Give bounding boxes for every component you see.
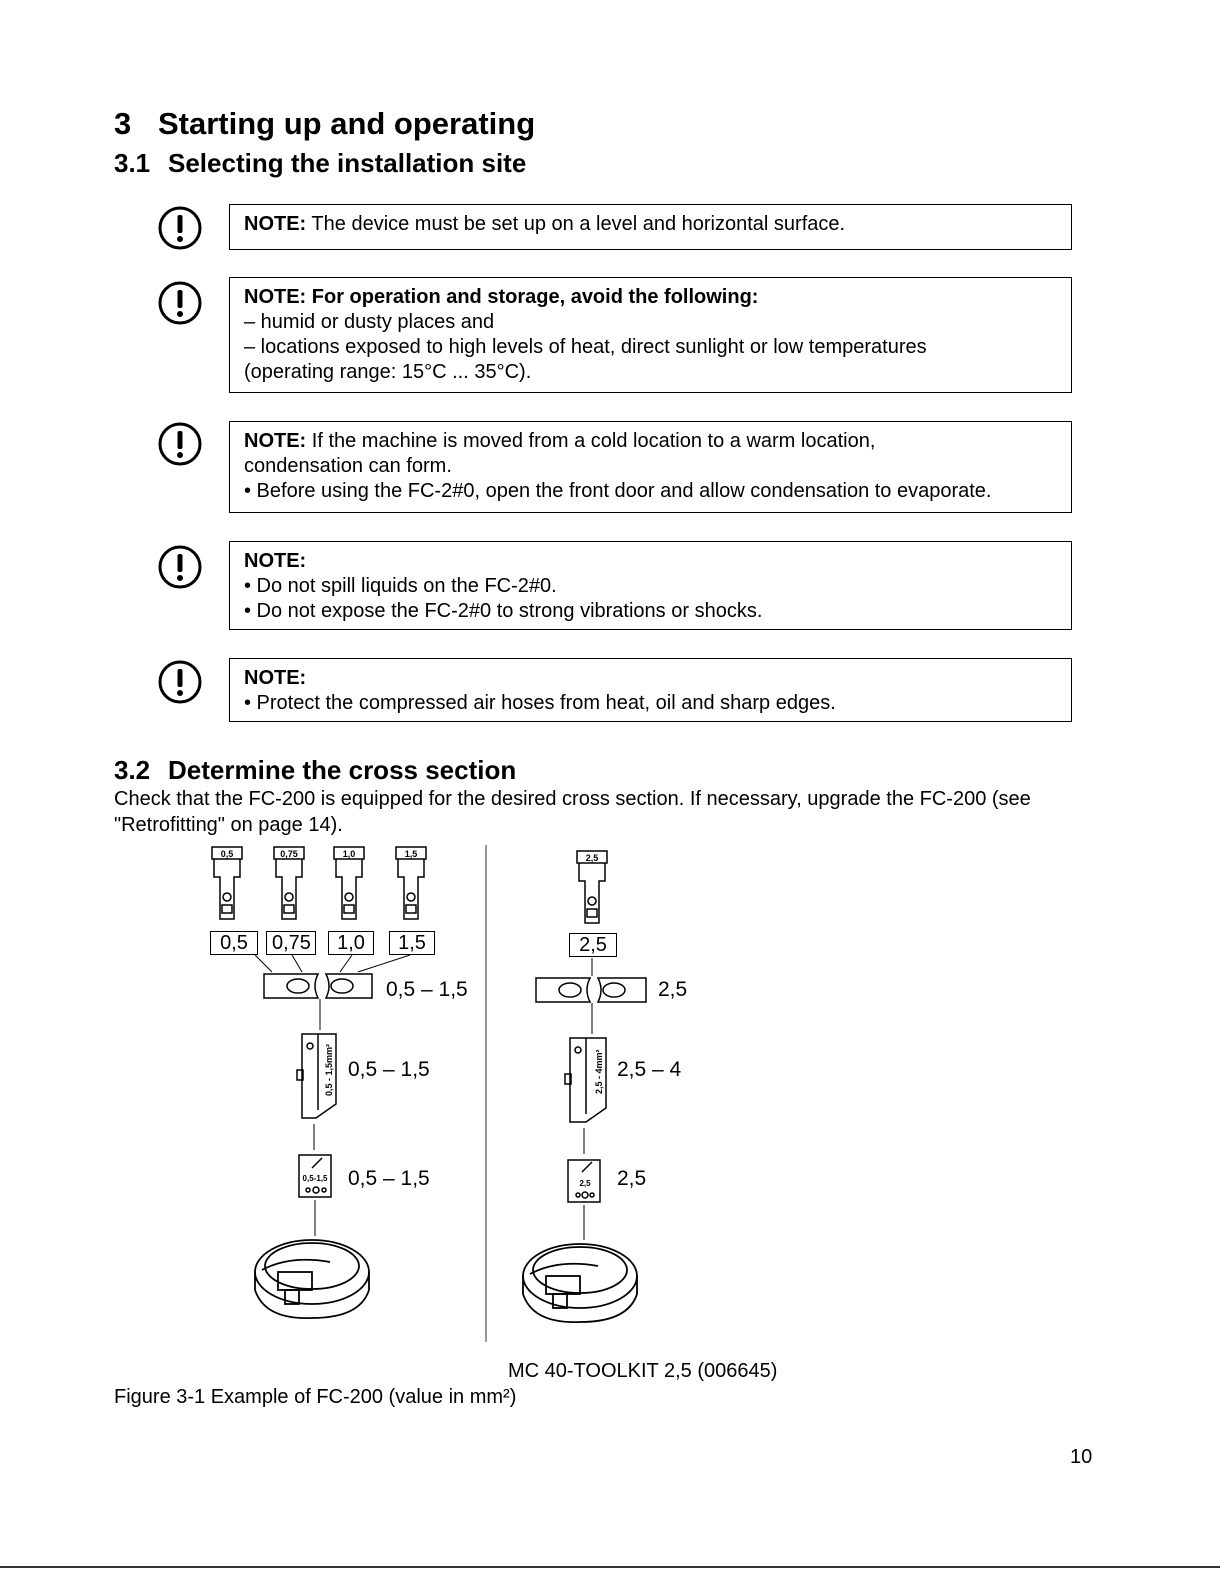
note-line: • Do not expose the FC-2#0 to strong vibrations or shocks. — [244, 600, 763, 622]
note-label: NOTE: — [244, 550, 307, 572]
section-number: 3 — [114, 106, 132, 141]
right-crimp-jaws — [536, 978, 646, 1002]
subsection-title: Selecting the installation site — [168, 148, 527, 178]
body-paragraph: Check that the FC-200 is equipped for the desired cross section. If necessary, upgrade the FC-200 (see "Retrofitting" on page 14). — [114, 788, 1031, 836]
subsection-title: Determine the cross section — [168, 755, 517, 785]
note-line: (operating range: 15°C ... 35°C). — [244, 361, 532, 383]
bottom-rule — [0, 1566, 1220, 1568]
right-jaw-range: 2,5 — [658, 978, 688, 1001]
subsection-number: 3.1 — [114, 148, 151, 178]
tag-label-0-5: 0,5 — [220, 849, 234, 859]
right-plate-range: 2,5 — [617, 1167, 647, 1190]
left-crimp-jaws — [264, 974, 372, 998]
note-text: If the machine is moved from a cold location to a warm location, — [311, 430, 876, 452]
section-title: Starting up and operating — [158, 106, 536, 141]
note-label: NOTE: — [244, 430, 307, 452]
note-label: NOTE: For operation and storage, avoid the following: — [244, 286, 759, 308]
size-box-2-5: 2,5 — [569, 933, 617, 957]
note-line: – locations exposed to high levels of heat, direct sunlight or low temperatures — [244, 336, 927, 358]
left-holder-ring — [255, 1240, 369, 1318]
note-line: • Protect the compressed air hoses from heat, oil and sharp edges. — [244, 692, 836, 714]
toolkit-label: MC 40-TOOLKIT 2,5 (006645) — [508, 1360, 778, 1382]
left-jaw-range: 0,5 – 1,5 — [386, 978, 468, 1001]
figure-caption: Figure 3-1 Example of FC-200 (value in mm²) — [114, 1386, 517, 1408]
note-line: • Do not spill liquids on the FC-2#0. — [244, 575, 557, 597]
size-box-0-5: 0,5 — [210, 931, 258, 955]
note-line: condensation can form. — [244, 455, 452, 477]
plate-stamp-right: 2,5 — [579, 1179, 591, 1188]
left-block-range: 0,5 – 1,5 — [348, 1058, 430, 1081]
block-stamp-right: 2,5 - 4mm² — [594, 1049, 604, 1094]
note-line: – humid or dusty places and — [244, 311, 495, 333]
subsection-number: 3.2 — [114, 755, 151, 785]
left-crimp-tags — [212, 847, 426, 919]
left-plate-range: 0,5 – 1,5 — [348, 1167, 430, 1190]
size-box-1-0: 1,0 — [328, 931, 374, 955]
plate-stamp-left: 0,5-1,5 — [302, 1174, 328, 1183]
right-block-range: 2,5 – 4 — [617, 1058, 682, 1081]
tag-label-2-5: 2,5 — [585, 853, 599, 863]
block-stamp-left: 0,5 - 1,5mm² — [324, 1043, 334, 1096]
size-box-1-5: 1,5 — [389, 931, 435, 955]
tag-label-1-0: 1,0 — [342, 849, 356, 859]
note-label: NOTE: — [244, 213, 307, 235]
note-line: • Before using the FC-2#0, open the front door and allow condensation to evaporate. — [244, 480, 992, 502]
note-label: NOTE: — [244, 667, 307, 689]
tag-label-0-75: 0,75 — [280, 849, 298, 859]
size-box-0-75: 0,75 — [266, 931, 316, 955]
tag-label-1-5: 1,5 — [404, 849, 418, 859]
right-holder-ring — [523, 1244, 637, 1322]
page-number: 10 — [1070, 1446, 1093, 1468]
note-text: The device must be set up on a level and horizontal surface. — [311, 213, 846, 235]
